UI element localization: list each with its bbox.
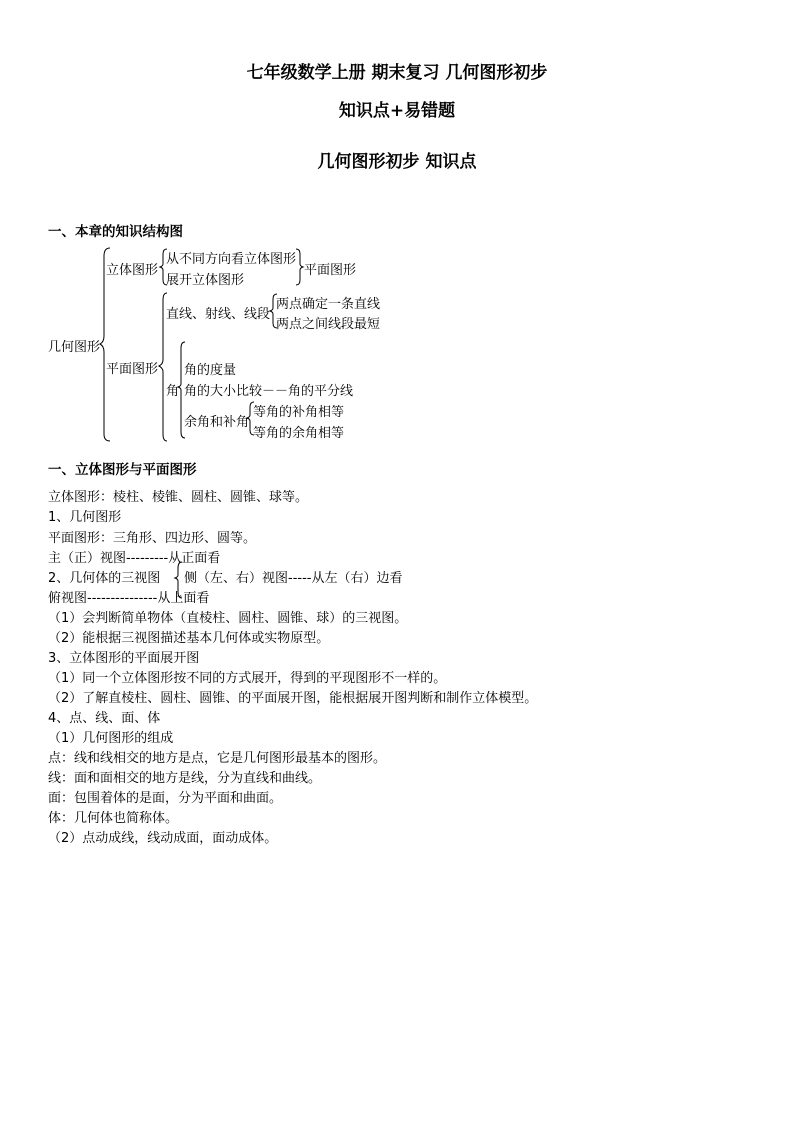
tree-node-angle-measure: 角的度量 — [184, 363, 237, 378]
text-line: 侧（左、右）视图-----从左（右）边看 — [184, 571, 403, 586]
tree-node-solid-views: 从不同方向看立体图形 — [166, 252, 297, 267]
text-line: 点：线和线相交的地方是点，它是几何图形最基本的图形。 — [48, 751, 387, 766]
page-subtitle: 知识点+易错题 — [338, 101, 456, 121]
text-line: （1）同一个立体图形按不同的方式展开，得到的平现图形不一样的。 — [48, 671, 447, 686]
tree-node-comp-supp: 余角和补角 — [184, 415, 250, 430]
text-line: 面：包围着体的是面，分为平面和曲面。 — [48, 791, 283, 806]
tree-root: 几何图形 — [48, 340, 101, 355]
text-line: （2）了解直棱柱、圆柱、圆锥、的平面展开图，能根据展开图判断和制作立体模型。 — [48, 691, 538, 706]
structure-heading: 一、本章的知识结构图 — [48, 224, 183, 240]
tree-node-plane-result: 平面图形 — [304, 263, 357, 278]
text-line: （1）几何图形的组成 — [48, 731, 174, 746]
tree-node-solid: 立体图形 — [106, 263, 159, 278]
text-line: 线：面和面相交的地方是线，分为直线和曲线。 — [48, 771, 322, 786]
tree-node-supp-fact: 等角的补角相等 — [253, 405, 345, 420]
text-line: 4、点、线、面、体 — [48, 711, 161, 726]
tree-node-plane: 平面图形 — [106, 362, 159, 377]
text-line: 2、几何体的三视图 — [48, 571, 161, 586]
text-line: 平面图形：三角形、四边形、圆等。 — [48, 531, 257, 546]
tree-node-angle: 角 — [166, 384, 180, 399]
text-line: 体：几何体也简称体。 — [48, 811, 179, 826]
tree-node-solid-unfold: 展开立体图形 — [166, 273, 245, 288]
text-line: 俯视图---------------从上面看 — [48, 591, 210, 606]
text-line: 3、立体图形的平面展开图 — [48, 651, 200, 666]
text-line: 立体图形：棱柱、棱锥、圆柱、圆锥、球等。 — [48, 490, 309, 505]
tree-node-line-fact2: 两点之间线段最短 — [276, 317, 381, 332]
text-line: 主（正）视图---------从正面看 — [48, 551, 221, 566]
section-title: 几何图形初步 知识点 — [317, 152, 477, 172]
tree-node-line-fact1: 两点确定一条直线 — [276, 297, 381, 312]
tree-node-angle-compare: 角的大小比较－－角的平分线 — [184, 384, 354, 399]
tree-node-comp-fact: 等角的余角相等 — [253, 426, 345, 441]
text-line: 1、几何图形 — [48, 510, 122, 525]
text-line: （2）能根据三视图描述基本几何体或实物原型。 — [48, 631, 330, 646]
tree-node-lines: 直线、射线、线段 — [166, 307, 271, 322]
page-title: 七年级数学上册 期末复习 几何图形初步 — [246, 63, 548, 83]
text-line: （1）会判断简单物体（直棱柱、圆柱、圆锥、球）的三视图。 — [48, 611, 408, 626]
solid-plane-heading: 一、立体图形与平面图形 — [48, 462, 197, 478]
text-line: （2）点动成线，线动成面，面动成体。 — [48, 831, 278, 846]
